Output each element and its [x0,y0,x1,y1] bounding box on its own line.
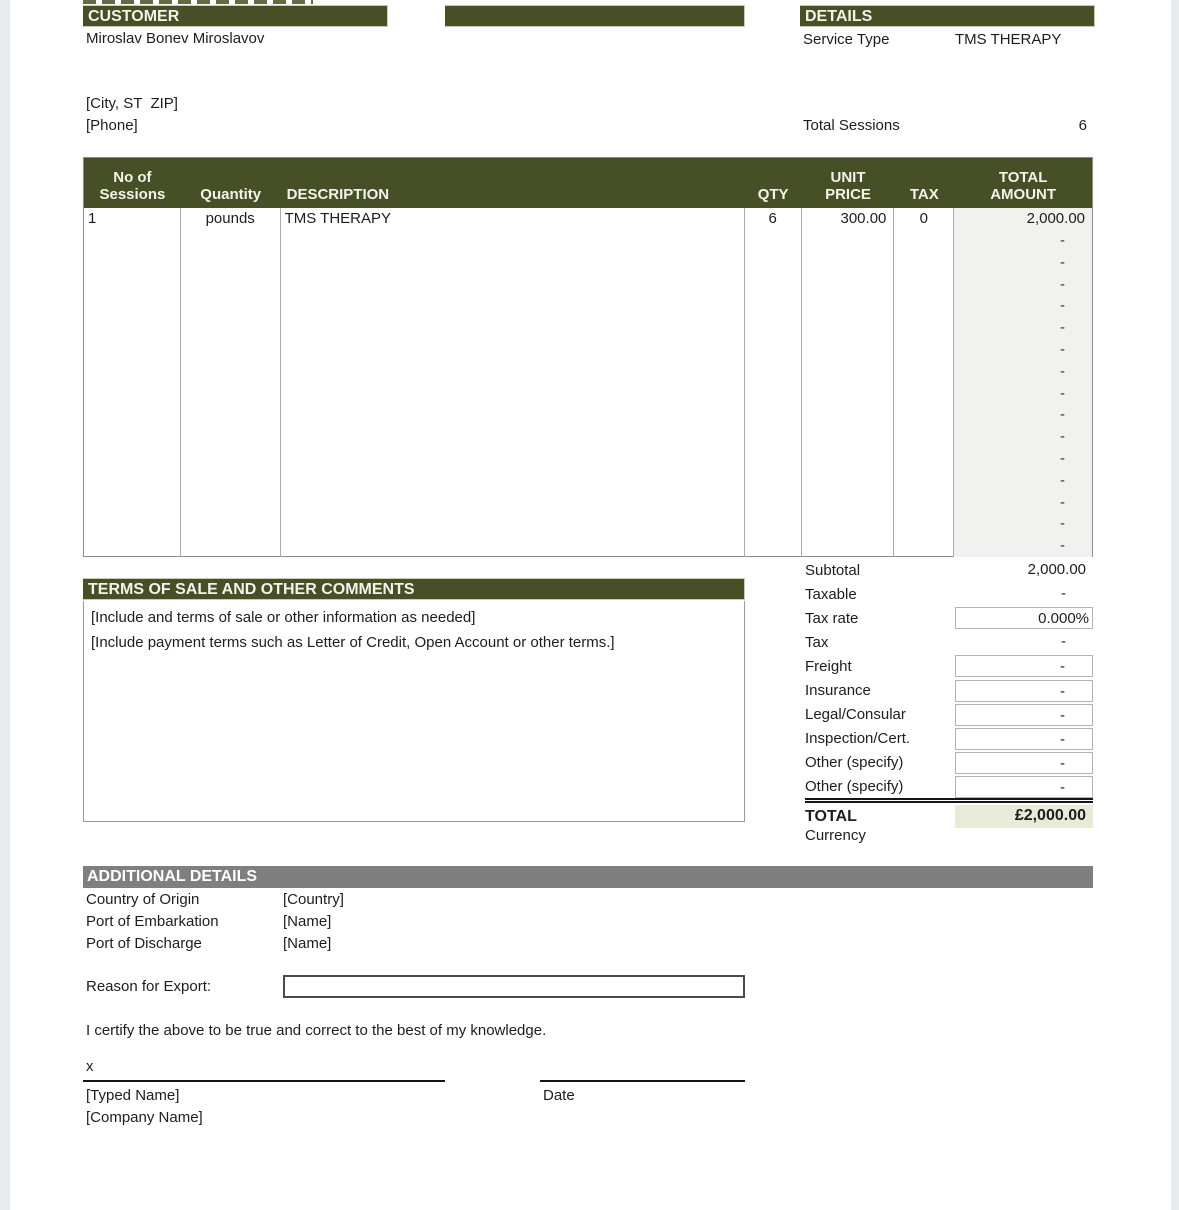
cell-total-amount: - [954,317,1092,339]
cell-unit-price [802,383,895,405]
cell-total-amount: - [954,404,1092,426]
customer-phone-line: [Phone] [86,117,138,134]
cell-quantity [181,470,281,492]
cell-quantity [181,448,281,470]
total-label: TOTAL [805,807,857,825]
cell-quantity [181,252,281,274]
cell-description [281,361,745,383]
clipped-header-text [83,0,313,4]
table-row [84,295,1092,317]
summary-row-label: Subtotal [805,561,861,579]
summary-row-label: Taxable [805,585,857,603]
table-row [84,383,1092,405]
cell-tax [894,230,954,252]
summary-row-value[interactable]: - [1061,633,1066,651]
cell-total-amount: - [954,295,1092,317]
cell-tax [894,252,954,274]
cell-quantity: pounds [181,208,281,230]
cell-qty [745,317,802,339]
reason-for-export-input[interactable] [283,975,745,998]
table-row [84,535,1092,557]
summary-row-label: Tax rate [805,609,859,627]
cell-sessions [84,252,181,274]
cell-tax [894,274,954,296]
cell-unit-price [802,448,895,470]
cell-sessions [84,295,181,317]
summary-row [805,751,1093,775]
cell-qty [745,252,802,274]
cell-tax [894,535,954,557]
cell-total-amount: - [954,339,1092,361]
col-header-description [281,158,745,208]
customer-city-line: [City, ST ZIP] [86,95,178,112]
additional-detail-row [86,913,686,935]
service-type-value: TMS THERAPY [955,31,1062,48]
cell-sessions [84,513,181,535]
cell-qty [745,339,802,361]
cell-total-amount: - [954,361,1092,383]
col-header-sessions-line2: Sessions [99,186,166,203]
additional-detail-label: Port of Discharge [86,935,202,952]
additional-detail-value: [Name] [283,913,332,930]
details-section-header: DETAILS [800,5,1095,27]
col-header-total-line2: AMOUNT [990,186,1057,203]
cell-total-amount: - [954,383,1092,405]
summary-row [805,630,1093,654]
summary-row [805,727,1093,751]
table-row [84,513,1092,535]
cell-quantity [181,230,281,252]
cell-qty [745,383,802,405]
cell-quantity [181,492,281,514]
date-line [540,1080,745,1082]
table-row [84,470,1092,492]
additional-detail-row [86,935,686,957]
table-row [84,404,1092,426]
summary-row [805,654,1093,678]
cell-sessions [84,492,181,514]
cell-qty [745,535,802,557]
summary-row-value[interactable]: - [955,655,1093,677]
cell-sessions [84,426,181,448]
summary-row-label: Other (specify) [805,754,904,772]
cell-total-amount: - [954,274,1092,296]
cell-unit-price [802,317,895,339]
cell-unit-price [802,361,895,383]
cell-qty [745,492,802,514]
table-body [84,208,1092,557]
cell-qty: 6 [745,208,802,230]
summary-row-label: Tax [805,633,829,651]
cell-total-amount: - [954,535,1092,557]
additional-detail-label: Port of Embarkation [86,913,219,930]
cell-sessions [84,317,181,339]
cell-quantity [181,274,281,296]
col-header-quantity [181,158,281,208]
cell-unit-price [802,470,895,492]
summary-row-label: Other (specify) [805,778,904,796]
cell-unit-price [802,274,895,296]
table-row [84,230,1092,252]
total-row [805,805,1093,828]
cell-tax [894,317,954,339]
cell-qty [745,513,802,535]
table-row [84,317,1092,339]
company-name-placeholder: [Company Name] [86,1109,203,1126]
cell-description [281,513,745,535]
line-items-table [83,157,1093,557]
cell-sessions [84,339,181,361]
cell-description [281,295,745,317]
table-row [84,274,1092,296]
cell-sessions [84,448,181,470]
cell-quantity [181,535,281,557]
additional-detail-value: [Name] [283,935,332,952]
cell-unit-price [802,492,895,514]
cell-quantity [181,513,281,535]
summary-row-value[interactable]: - [955,728,1093,750]
cell-description [281,252,745,274]
cell-qty [745,448,802,470]
col-header-quantity-label: Quantity [200,186,262,203]
date-label: Date [543,1087,575,1104]
customer-section-header: CUSTOMER [83,5,388,27]
table-row [84,208,1092,230]
table-row [84,448,1092,470]
col-header-description-label: DESCRIPTION [286,186,390,203]
additional-detail-label: Country of Origin [86,891,200,908]
cell-qty [745,361,802,383]
cell-total-amount: - [954,492,1092,514]
cell-tax [894,448,954,470]
summary-row-value[interactable]: - [1061,585,1066,603]
additional-details-rows [86,891,686,957]
cell-total-amount: - [954,448,1092,470]
page-left-edge [0,0,10,1210]
cell-sessions [84,230,181,252]
cell-unit-price [802,252,895,274]
cell-unit-price [802,426,895,448]
col-header-total-amount [954,158,1092,208]
cell-quantity [181,426,281,448]
cell-description [281,339,745,361]
cell-description: TMS THERAPY [281,208,745,230]
cell-description [281,317,745,339]
cell-total-amount: - [954,426,1092,448]
cell-qty [745,274,802,296]
cell-sessions: 1 [84,208,181,230]
cell-tax [894,339,954,361]
cell-qty [745,404,802,426]
typed-name-placeholder: [Typed Name] [86,1087,180,1104]
cell-tax [894,513,954,535]
reason-for-export-label: Reason for Export: [86,978,212,995]
cell-description [281,448,745,470]
summary-rows [805,558,1093,799]
total-sessions-label: Total Sessions [803,117,900,134]
total-sessions-value: 6 [1078,117,1087,134]
currency-label: Currency [805,827,866,844]
col-header-unit-line2: PRICE [825,186,871,203]
cell-sessions [84,404,181,426]
cell-qty [745,295,802,317]
header-bar-middle [445,5,745,27]
cell-description [281,404,745,426]
cell-unit-price [802,230,895,252]
table-row [84,339,1092,361]
summary-row-value[interactable]: - [955,776,1093,798]
summary-row [805,558,1093,582]
cell-description [281,383,745,405]
certify-statement: I certify the above to be true and correct to the best of my knowledge. [86,1022,547,1039]
cell-qty [745,426,802,448]
col-header-unit-price [802,158,895,208]
cell-tax: 0 [894,208,954,230]
cell-tax [894,470,954,492]
cell-quantity [181,295,281,317]
cell-qty [745,470,802,492]
col-header-total-line1: TOTAL [998,169,1048,186]
cell-description [281,535,745,557]
summary-row [805,582,1093,606]
summary-row [805,678,1093,702]
summary-row [805,703,1093,727]
table-row [84,426,1092,448]
summary-row-label: Freight [805,657,852,675]
customer-name: Miroslav Bonev Miroslavov [86,30,265,47]
cell-quantity [181,339,281,361]
terms-line-1: [Include and terms of sale or other information as needed] [91,609,476,626]
cell-unit-price [802,404,895,426]
cell-description [281,470,745,492]
service-type-label: Service Type [803,31,890,48]
additional-detail-value: [Country] [283,891,344,908]
col-header-sessions-line1: No of [113,169,152,186]
cell-quantity [181,383,281,405]
additional-details-header: ADDITIONAL DETAILS [83,866,1093,888]
cell-tax [894,426,954,448]
cell-tax [894,492,954,514]
cell-tax [894,383,954,405]
cell-description [281,274,745,296]
col-header-qty-label: QTY [757,186,789,203]
cell-total-amount: - [954,513,1092,535]
table-header-row [84,158,1092,208]
summary-row-value[interactable]: - [955,752,1093,774]
table-empty-rows [84,230,1092,557]
cell-unit-price [802,339,895,361]
cell-unit-price: 300.00 [802,208,895,230]
table-row [84,492,1092,514]
cell-description [281,230,745,252]
total-value: £2,000.00 [955,805,1093,828]
table-row [84,252,1092,274]
cell-tax [894,295,954,317]
page-right-edge [1171,0,1179,1210]
cell-sessions [84,535,181,557]
col-header-qty [745,158,802,208]
summary-row-label: Insurance [805,682,871,700]
summary-row-label: Inspection/Cert. [805,730,911,748]
terms-section-header: TERMS OF SALE AND OTHER COMMENTS [83,578,745,600]
cell-qty [745,230,802,252]
cell-sessions [84,361,181,383]
col-header-tax-label: TAX [909,186,939,203]
total-double-rule [805,798,1093,803]
cell-total-amount: - [954,252,1092,274]
cell-sessions [84,470,181,492]
cell-sessions [84,383,181,405]
cell-tax [894,404,954,426]
summary-row [805,606,1093,630]
signature-line [83,1080,445,1082]
terms-box [83,601,745,822]
additional-detail-row [86,891,686,913]
cell-tax [894,361,954,383]
summary-row-value[interactable]: 2,000.00 [1027,561,1086,579]
terms-line-2: [Include payment terms such as Letter of Credit, Open Account or other terms.] [91,634,615,651]
table-row [84,361,1092,383]
col-header-sessions [84,158,181,208]
summary-row-value[interactable]: - [955,680,1093,702]
summary-row-value[interactable]: 0.000% [955,607,1093,629]
cell-quantity [181,317,281,339]
cell-total-amount: 2,000.00 [954,208,1092,230]
cell-quantity [181,361,281,383]
cell-description [281,492,745,514]
cell-quantity [181,404,281,426]
summary-row-label: Legal/Consular [805,706,906,724]
summary-row [805,775,1093,799]
cell-unit-price [802,535,895,557]
cell-sessions [84,274,181,296]
signature-x-mark: x [86,1058,94,1075]
cell-unit-price [802,295,895,317]
cell-total-amount: - [954,470,1092,492]
col-header-tax [894,158,954,208]
col-header-unit-line1: UNIT [830,169,866,186]
summary-row-value[interactable]: - [955,704,1093,726]
cell-description [281,426,745,448]
cell-unit-price [802,513,895,535]
cell-total-amount: - [954,230,1092,252]
